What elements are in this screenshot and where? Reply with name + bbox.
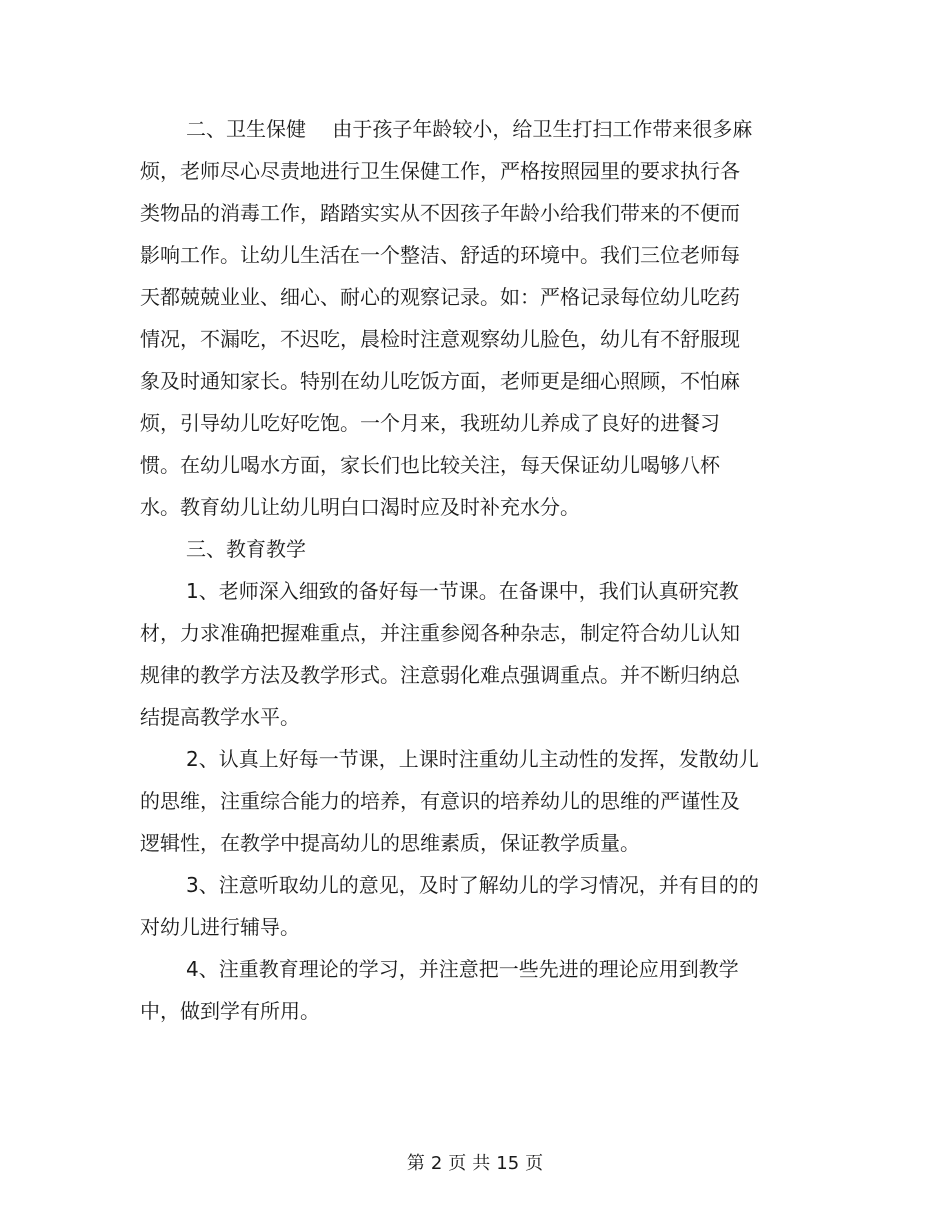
item-1-line-3: 规律的教学方法及教学形式。注意弱化难点强调重点。并不断归纳总 — [140, 663, 740, 687]
item-4-line-1: 4、注重教育理论的学习，并注意把一些先进的理论应用到教学 — [186, 957, 739, 981]
item-4-line-2: 中，做到学有所用。 — [140, 999, 320, 1023]
section-heading-teaching: 三、教育教学 — [186, 537, 306, 561]
paragraph-hygiene-line-8: 烦，引导幼儿吃好吃饱。一个月来，我班幼儿养成了良好的进餐习 — [140, 411, 720, 435]
paragraph-hygiene-line-3: 类物品的消毒工作，踏踏实实从不因孩子年龄小给我们带来的不便而 — [140, 201, 740, 225]
footer-di: 第 — [406, 1153, 425, 1174]
item-1-line-4: 结提高教学水平。 — [140, 705, 300, 729]
paragraph-hygiene-line-7: 象及时通知家长。特别在幼儿吃饭方面，老师更是细心照顾，不怕麻 — [140, 369, 740, 393]
footer-total-pages: 15 — [496, 1153, 520, 1174]
paragraph-hygiene-line-4: 影响工作。让幼儿生活在一个整洁、舒适的环境中。我们三位老师每 — [140, 243, 740, 267]
item-3-line-2: 对幼儿进行辅导。 — [140, 915, 300, 939]
paragraph-hygiene-line-6: 情况，不漏吃，不迟吃，晨检时注意观察幼儿脸色，幼儿有不舒服现 — [140, 327, 740, 351]
item-1-line-1: 1、老师深入细致的备好每一节课。在备课中，我们认真研究教 — [186, 579, 739, 603]
footer-page-number: 2 — [430, 1153, 443, 1174]
paragraph-hygiene-line-1: 二、卫生保健 由于孩子年龄较小，给卫生打扫工作带来很多麻 — [186, 117, 753, 141]
item-2-line-3: 逻辑性，在教学中提高幼儿的思维素质，保证教学质量。 — [140, 831, 640, 855]
item-3-line-1: 3、注意听取幼儿的意见，及时了解幼儿的学习情况，并有目的的 — [186, 873, 759, 897]
page-body — [140, 108, 780, 1032]
paragraph-hygiene-line-5: 天都兢兢业业、细心、耐心的观察记录。如：严格记录每位幼儿吃药 — [140, 285, 740, 309]
item-2-line-2: 的思维，注重综合能力的培养，有意识的培养幼儿的思维的严谨性及 — [140, 789, 740, 813]
page-footer — [0, 1150, 950, 1178]
footer-ye: 页 — [448, 1153, 467, 1174]
item-1-line-2: 材，力求准确把握难重点，并注重参阅各种杂志，制定符合幼儿认知 — [140, 621, 740, 645]
paragraph-hygiene-line-10: 水。教育幼儿让幼儿明白口渴时应及时补充水分。 — [140, 495, 580, 519]
paragraph-hygiene-line-9: 惯。在幼儿喝水方面，家长们也比较关注，每天保证幼儿喝够八杯 — [140, 453, 720, 477]
item-2-line-1: 2、认真上好每一节课，上课时注重幼儿主动性的发挥，发散幼儿 — [186, 747, 759, 771]
footer-gong: 共 — [472, 1153, 491, 1174]
footer-ye-2: 页 — [525, 1153, 544, 1174]
paragraph-hygiene-line-2: 烦，老师尽心尽责地进行卫生保健工作，严格按照园里的要求执行各 — [140, 159, 740, 183]
